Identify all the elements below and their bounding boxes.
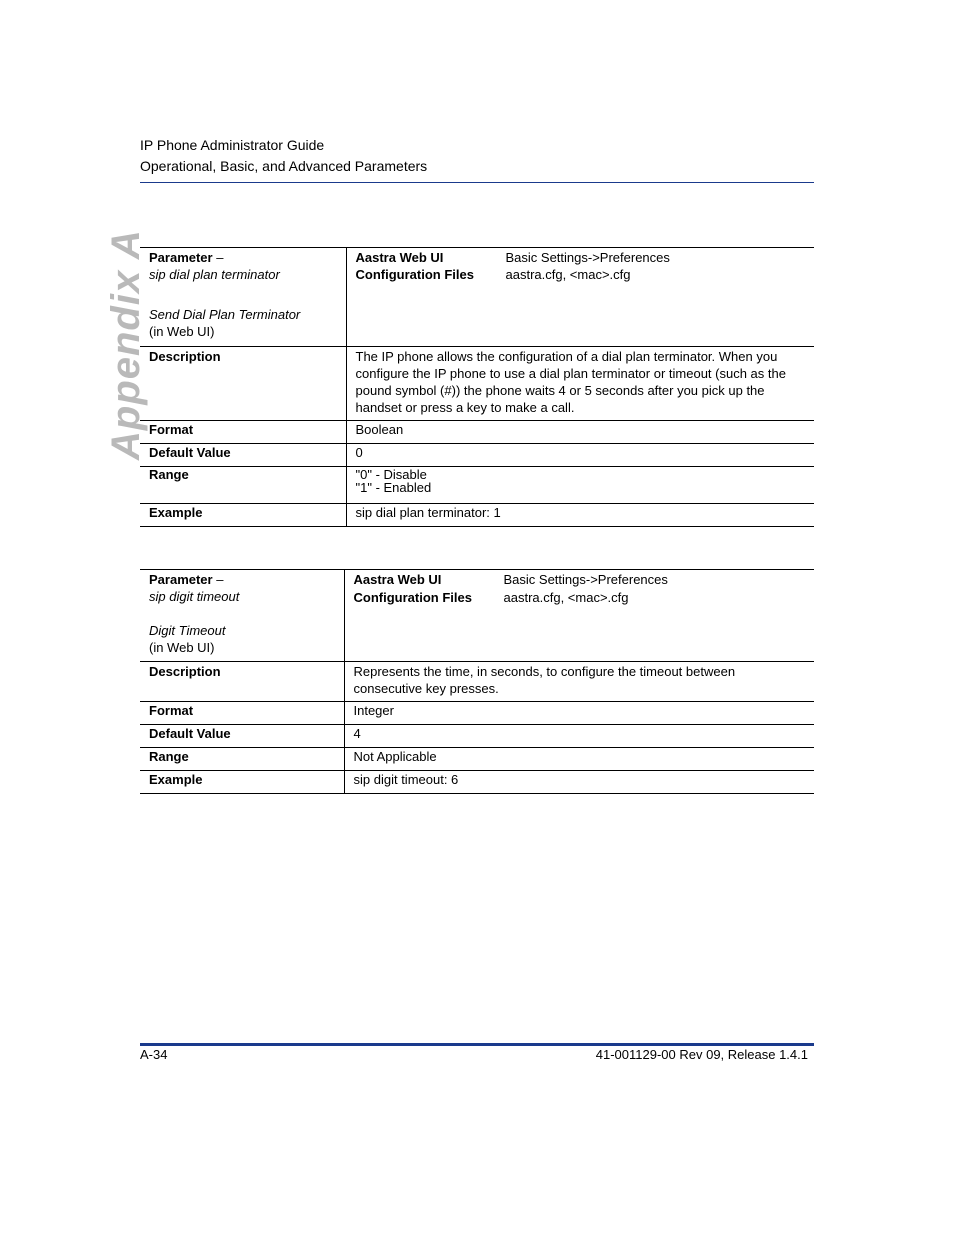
default-value: 4 xyxy=(344,725,814,748)
parameter-cell xyxy=(140,570,344,662)
appendix-side-tab: Appendix A xyxy=(104,229,148,460)
description-value: The IP phone allows the configuration of a dial plan terminator. When you configure the IP phone to use a dial plan terminator or timeout (such as the pound symbol (#)) the phone waits 4 or 5 seconds after you pick up the handset or press a key to make a call. xyxy=(346,347,814,421)
description-label: Description xyxy=(140,662,344,702)
description-value: Represents the time, in seconds, to configure the timeout between consecutive key presses. xyxy=(344,662,814,702)
param-table-digit-timeout xyxy=(140,569,814,794)
webui-name: Send Dial Plan Terminator xyxy=(149,307,301,322)
param-table-dial-plan-terminator xyxy=(140,247,814,527)
webui-value: Basic Settings->Preferences xyxy=(505,250,670,265)
table-row xyxy=(140,725,814,748)
range-label: Range xyxy=(140,467,346,504)
page-number: A-34 xyxy=(140,1047,168,1062)
description-label: Description xyxy=(140,347,346,421)
webui-value: Basic Settings->Preferences xyxy=(503,572,668,587)
table-row xyxy=(140,504,814,527)
table-row xyxy=(140,771,814,794)
parameter-dash: – xyxy=(212,572,224,587)
example-value: sip dial plan terminator: 1 xyxy=(346,504,814,527)
webui-note: (in Web UI) xyxy=(149,324,215,339)
table-row xyxy=(140,570,814,662)
default-label: Default Value xyxy=(140,444,346,467)
example-label: Example xyxy=(140,504,346,527)
default-value: 0 xyxy=(346,444,814,467)
table-row xyxy=(140,347,814,421)
config-key: Configuration Files xyxy=(353,590,472,605)
table-row xyxy=(140,421,814,444)
config-value: aastra.cfg, <mac>.cfg xyxy=(503,590,629,605)
default-label: Default Value xyxy=(140,725,344,748)
format-label: Format xyxy=(140,421,346,444)
table-row xyxy=(140,248,814,347)
parameter-name: sip digit timeout xyxy=(149,589,240,604)
footer-divider xyxy=(140,1043,814,1046)
header-divider xyxy=(140,182,814,183)
format-label: Format xyxy=(140,702,344,725)
format-value: Integer xyxy=(344,702,814,725)
table-row xyxy=(140,702,814,725)
range-line-1: "0" - Disable xyxy=(355,467,427,482)
config-value: aastra.cfg, <mac>.cfg xyxy=(505,267,631,282)
example-value: sip digit timeout: 6 xyxy=(344,771,814,794)
header-title: IP Phone Administrator Guide xyxy=(140,137,325,153)
table-row xyxy=(140,662,814,702)
table-row xyxy=(140,444,814,467)
range-value: Not Applicable xyxy=(344,748,814,771)
location-cell xyxy=(344,570,814,662)
webui-key: Aastra Web UI xyxy=(353,572,442,587)
config-key: Configuration Files xyxy=(355,267,474,282)
document-id: 41-001129-00 Rev 09, Release 1.4.1 xyxy=(595,1047,808,1062)
parameter-cell xyxy=(140,248,346,347)
webui-note: (in Web UI) xyxy=(149,640,215,655)
webui-name: Digit Timeout xyxy=(149,623,226,638)
header-subtitle: Operational, Basic, and Advanced Parameters xyxy=(140,158,428,174)
format-value: Boolean xyxy=(346,421,814,444)
range-line-2: "1" - Enabled xyxy=(355,480,432,495)
parameter-dash: – xyxy=(212,250,224,265)
location-cell xyxy=(346,248,814,347)
range-label: Range xyxy=(140,748,344,771)
table-row xyxy=(140,748,814,771)
webui-key: Aastra Web UI xyxy=(355,250,444,265)
parameter-label: Parameter xyxy=(149,250,213,265)
parameter-label: Parameter xyxy=(149,572,213,587)
table-row xyxy=(140,467,814,504)
example-label: Example xyxy=(140,771,344,794)
parameter-name: sip dial plan terminator xyxy=(149,267,280,282)
range-value xyxy=(346,467,814,504)
